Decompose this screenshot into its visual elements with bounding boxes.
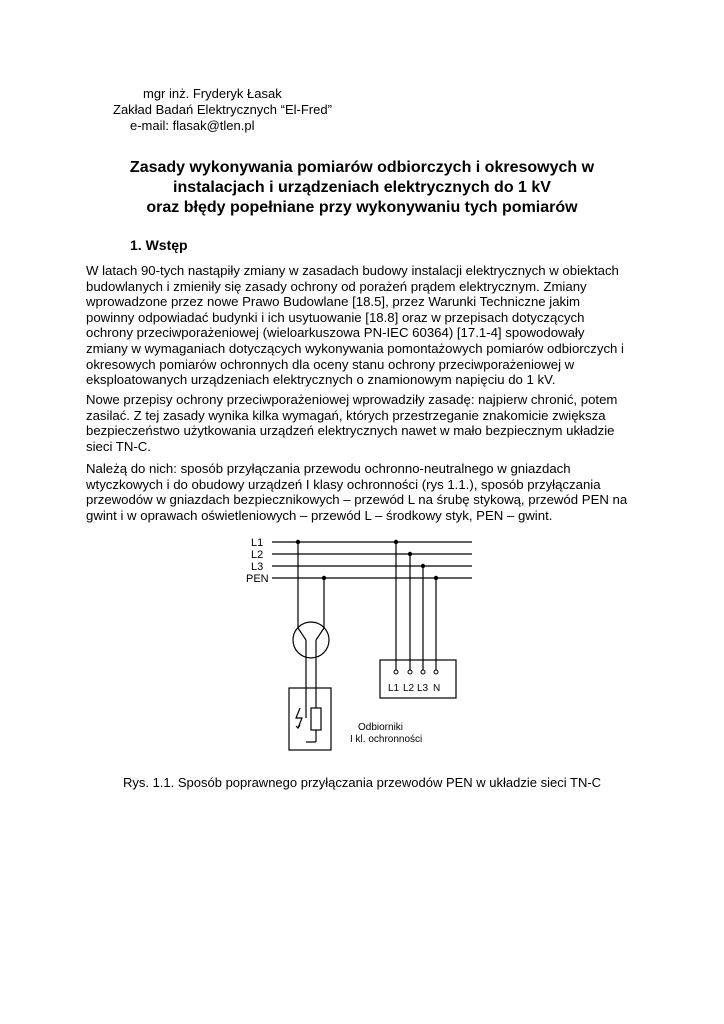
- terminal-label-l1: L1: [388, 683, 400, 694]
- author-name: mgr inż. Fryderyk Łasak: [143, 86, 282, 101]
- figure-caption: Rys. 1.1. Sposób poprawnego przyłączania przewodów PEN w układzie sieci TN-C: [122, 775, 602, 790]
- wiring-diagram: [240, 530, 480, 760]
- text-line: gwint i w oprawach oświetleniowych – przewód L – środkowy styk, PEN – gwint.: [86, 507, 553, 523]
- text-line: przewodów w gniazdach bezpiecznikowych – przewód L na śrubę stykową, przewód PEN na: [86, 492, 628, 508]
- author-institution: Zakład Badań Elektrycznych “El-Fred”: [113, 102, 332, 117]
- text-line: wtyczkowych i do obudowy urządzeń I klasy ochronności (rys 1.1.), sposób przyłączania: [86, 476, 601, 492]
- text-line: zmiany w wymaganiach dotyczących wykonywania pomontażowych pomiarów odbiorczych i: [86, 340, 624, 356]
- title-line: oraz błędy popełniane przy wykonywaniu tych pomiarów: [146, 199, 578, 216]
- paragraph-2: [86, 392, 646, 454]
- text-line: powinny odpowiadać budynki i ich usytuowanie [18.8] oraz w przepisach dotyczących: [86, 309, 585, 325]
- text-line: zasilać. Z tej zasady wynika kilka wymagań, których przestrzeganie znakomicie zwiększa: [86, 407, 606, 423]
- text-line: bezpieczeństwo użytkowania urządzeń elektrycznych nawet w mało bezpiecznym układzie: [86, 423, 615, 439]
- text-line: Należą do nich: sposób przyłączania przewodu ochronno-neutralnego w gniazdach: [86, 461, 571, 476]
- bus-label-l3: L3: [251, 561, 264, 573]
- title-line: instalacjach i urządzeniach elektrycznych do 1 kV: [173, 179, 551, 196]
- text-line: W latach 90-tych nastąpiły zmiany w zasadach budowy instalacji elektrycznych w obiektach: [86, 263, 619, 278]
- title-line: Zasady wykonywania pomiarów odbiorczych i okresowych w: [129, 159, 595, 176]
- text-line: sieci TN-C.: [86, 438, 151, 454]
- bus-label-pen: PEN: [246, 573, 269, 585]
- text-line: wprowadzone przez nowe Prawo Budowlane [18.5], przez Warunki Techniczne jakim: [86, 294, 581, 310]
- author-email: e-mail: flasak@tlen.pl: [130, 118, 255, 133]
- text-line: Nowe przepisy ochrony przeciwporażeniowej wprowadziły zasadę: najpierw chronić, potem: [86, 392, 618, 407]
- diagram-note-line: I kl. ochronności: [350, 734, 423, 745]
- diagram-note-line: Odbiorniki: [358, 722, 404, 733]
- text-line: okresowych pomiarów ochronnych dla oceny stanu ochrony przeciwporażeniowej w: [86, 356, 575, 372]
- terminal-label-l3: L3: [417, 683, 429, 694]
- paragraph-1: [86, 263, 646, 388]
- bus-label-l1: L1: [251, 537, 264, 549]
- text-line: budowlanych i zmieniły się zasady ochrony od porażeń prądem elektrycznym. Zmiany: [86, 278, 587, 294]
- terminal-label-l2: L2: [403, 683, 415, 694]
- bus-label-l2: L2: [251, 549, 264, 561]
- document-title: [60, 158, 664, 218]
- text-line: eksploatowanych urządzeniach elektrycznych o znamionowym napięciu do 1 kV.: [86, 372, 556, 388]
- appliance-box: [289, 688, 331, 750]
- terminal-label-n: N: [433, 683, 441, 694]
- paragraph-3: [86, 461, 646, 523]
- section-heading: 1. Wstęp: [130, 237, 188, 253]
- socket-symbol: [293, 622, 329, 658]
- text-line: ochrony przeciwporażeniowej (wieloarkuszowa PN-IEC 60364) [17.1-4] spowodowały: [86, 325, 585, 341]
